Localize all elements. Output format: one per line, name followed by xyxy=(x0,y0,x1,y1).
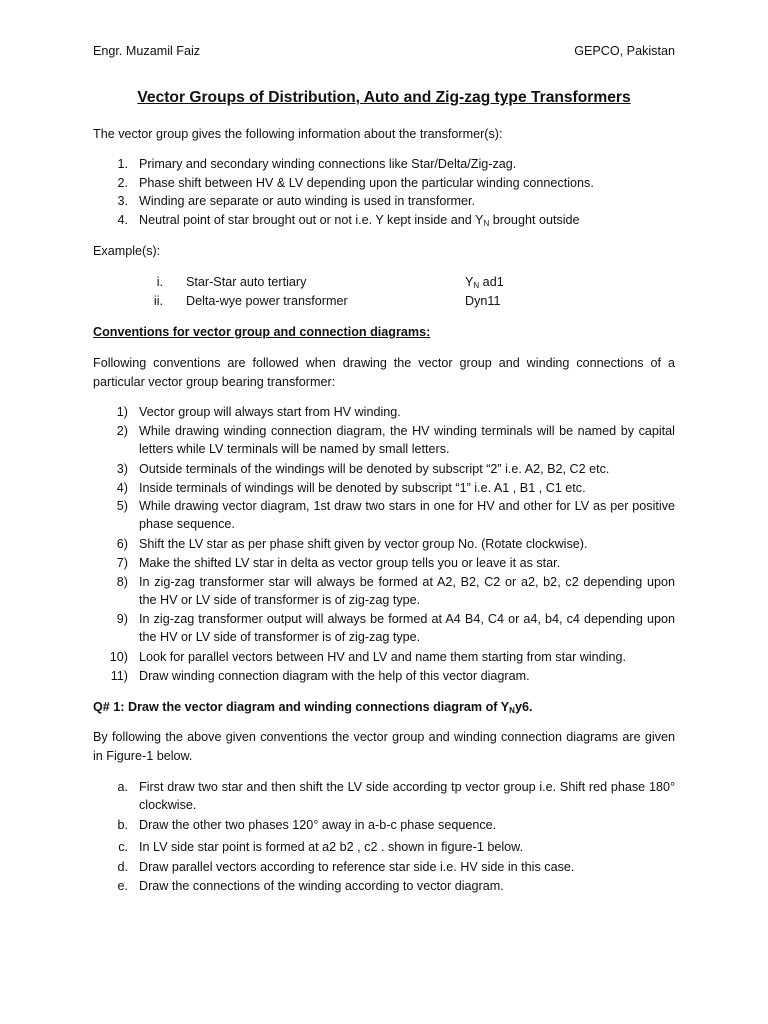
page-title: Vector Groups of Distribution, Auto and Zig-zag type Transformers xyxy=(137,89,631,106)
list-number: 10) xyxy=(109,650,128,664)
list-number: a. xyxy=(117,780,128,794)
list-number: b. xyxy=(117,818,128,832)
example-code: Dyn11 xyxy=(465,294,501,308)
list-number: 7) xyxy=(116,556,128,570)
list-number: 1. xyxy=(117,157,128,171)
examples-label: Example(s): xyxy=(93,244,161,258)
example-number: i. xyxy=(156,275,163,289)
list-number: 1) xyxy=(116,405,128,419)
list-number: d. xyxy=(117,860,128,874)
list-text: Primary and secondary winding connections like Star/Delta/Zig-zag. xyxy=(139,157,517,171)
intro-text: The vector group gives the following information about the transformer(s): xyxy=(93,127,503,141)
list-text: Draw the connections of the winding according to vector diagram. xyxy=(139,879,504,893)
list-number: 3. xyxy=(117,194,128,208)
list-number: 8) xyxy=(116,575,128,589)
list-number: 2) xyxy=(116,424,128,438)
list-text: Shift the LV star as per phase shift given by vector group No. (Rotate clockwise). xyxy=(139,537,588,551)
list-number: e. xyxy=(117,879,128,893)
list-text: Outside terminals of the windings will be denoted by subscript “2” i.e. A2, B2, C2 etc. xyxy=(139,462,610,476)
conventions-intro: Following conventions are followed when drawing the vector group and winding connections of a particular vector group bearing transformer: xyxy=(93,356,675,389)
list-text: Vector group will always start from HV winding. xyxy=(139,405,401,419)
list-number: 9) xyxy=(116,612,128,626)
list-text: Draw parallel vectors according to reference star side i.e. HV side in this case. xyxy=(139,860,575,874)
list-number: 5) xyxy=(116,499,128,513)
list-text: In LV side star point is formed at a2 b2 , c2 . shown in figure-1 below. xyxy=(139,840,524,854)
list-text: Draw the other two phases 120° away in a-b-c phase sequence. xyxy=(139,818,497,832)
question-heading: Q# 1: Draw the vector diagram and winding connections diagram of $Y_Ny6$. xyxy=(93,700,533,715)
list-number: 3) xyxy=(116,462,128,476)
header-author: Engr. Muzamil Faiz xyxy=(93,44,201,58)
list-text: Make the shifted LV star in delta as vector group tells you or leave it as star. xyxy=(139,556,561,570)
list-text: Look for parallel vectors between HV and LV and name them starting from star winding. xyxy=(139,650,626,664)
list-number: 11) xyxy=(110,669,128,683)
list-text: In zig-zag transformer output will always be formed at A4 B4, C4 or a4, b4, c4 depending upon the HV or LV side of transformer is of zig-zag type. xyxy=(139,612,675,644)
list-text: While drawing vector diagram, 1st draw two stars in one for HV and other for LV as per positive phase sequence. xyxy=(139,499,675,531)
list-text: First draw two star and then shift the LV side according tp vector group i.e. Shift red phase 180° clockwise. xyxy=(139,780,675,812)
example-text: Star-Star auto tertiary xyxy=(186,275,307,289)
list-text: Phase shift between HV & LV depending upon the particular winding connections. xyxy=(139,176,594,190)
example-number: ii. xyxy=(153,294,163,308)
conventions-heading: Conventions for vector group and connection diagrams: xyxy=(93,325,431,339)
list-number: 6) xyxy=(116,537,128,551)
list-text: In zig-zag transformer star will always be formed at A2, B2, C2 or a2, b2, c2 depending upon the HV or LV side of transformer is of zig-zag type. xyxy=(139,575,675,607)
list-text: Inside terminals of windings will be denoted by subscript “1” i.e. A1 , B1 , C1 etc. xyxy=(139,481,586,495)
question-intro: By following the above given conventions the vector group and winding connection diagrams are given in Figure-1 below. xyxy=(93,730,675,763)
list-text: Winding are separate or auto winding is used in transformer. xyxy=(139,194,476,208)
list-number: 4) xyxy=(116,481,128,495)
list-text: While drawing winding connection diagram, the HV winding terminals will be named by capital letters while LV terminals will be named by small letters. xyxy=(139,424,675,456)
list-text: Draw winding connection diagram with the help of this vector diagram. xyxy=(139,669,530,683)
example-code: $Y_N$ ad1 xyxy=(465,275,504,290)
list-number: 4. xyxy=(117,213,128,227)
example-text: Delta-wye power transformer xyxy=(186,294,348,308)
list-number: c. xyxy=(118,840,128,854)
list-text: Neutral point of star brought out or not i.e. Y kept inside and $Y_N$ brought outside xyxy=(139,213,580,228)
list-number: 2. xyxy=(117,176,128,190)
header-org: GEPCO, Pakistan xyxy=(574,44,675,58)
